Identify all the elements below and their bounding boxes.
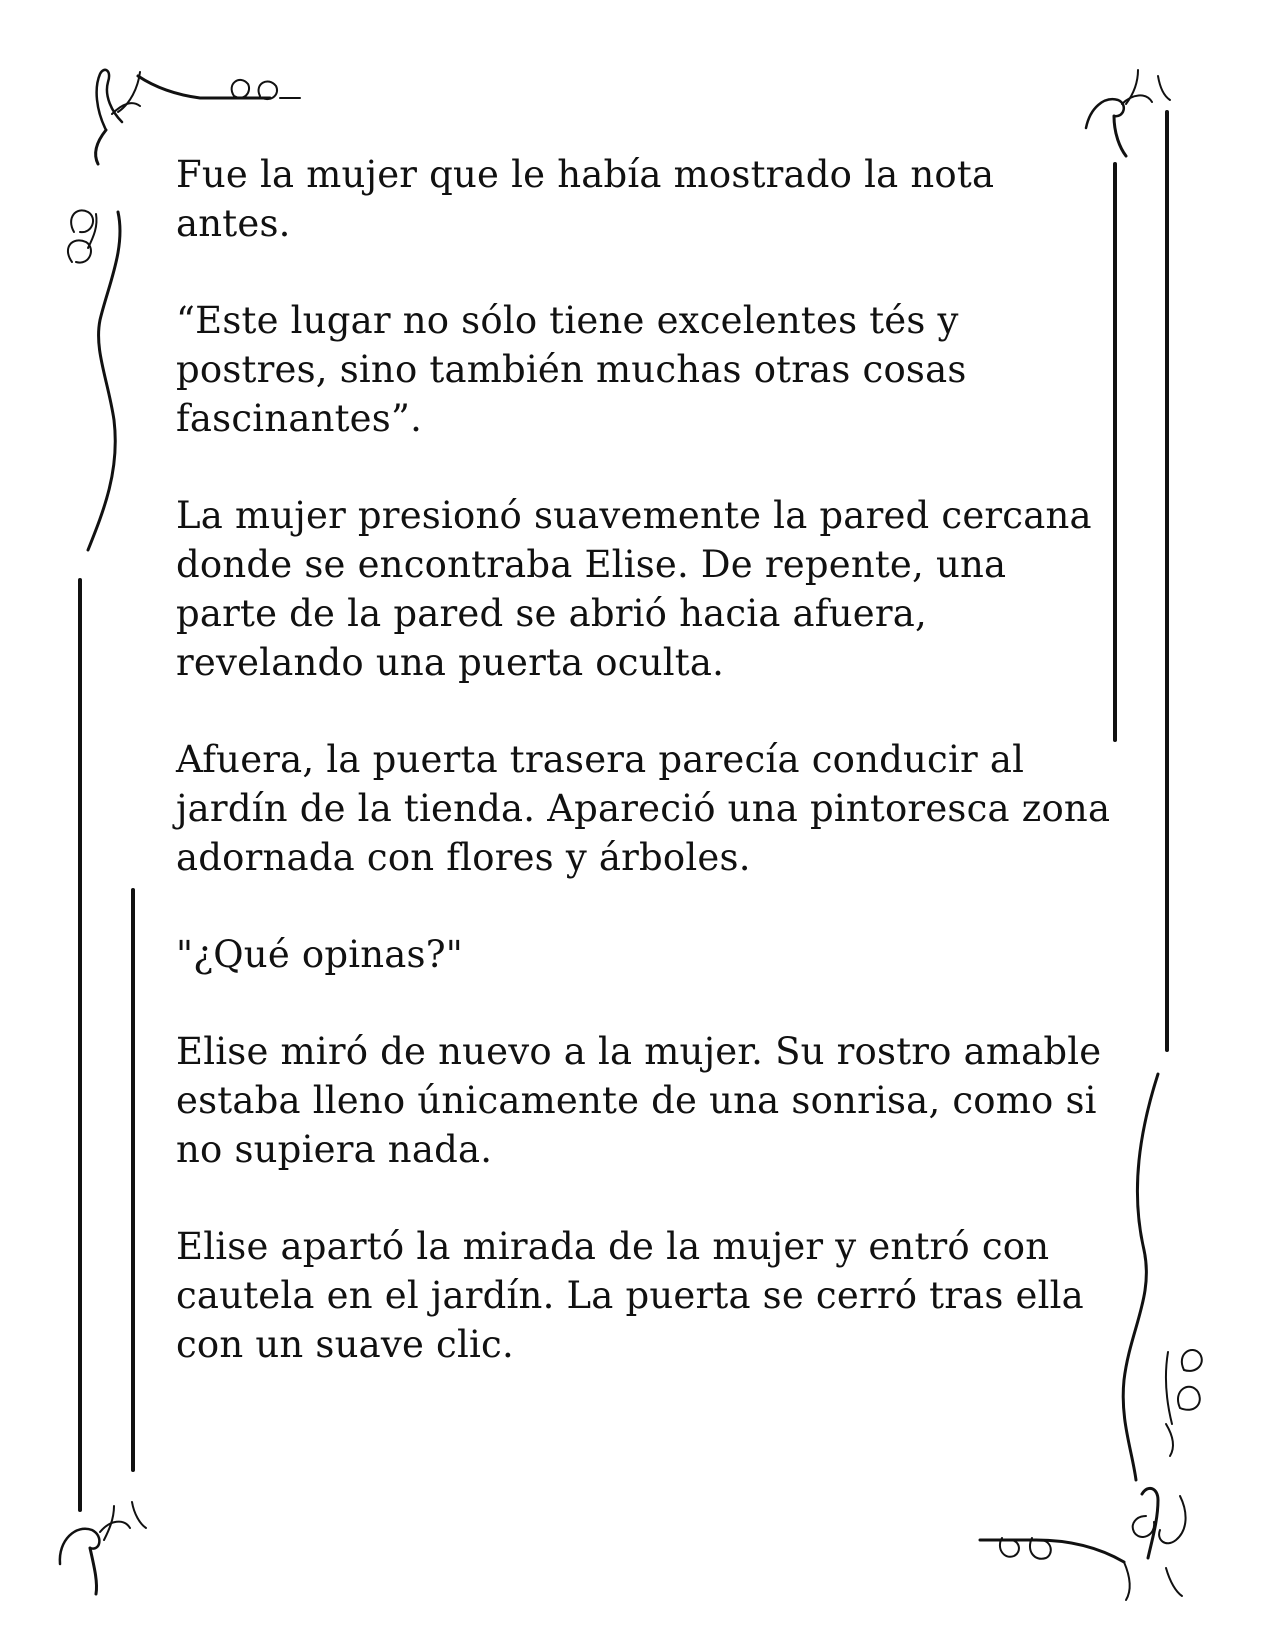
paragraph-7: Elise apartó la mirada de la mujer y entró con cautela en el jardín. La puerta se cerró tras ella con un suave clic. xyxy=(176,1225,1084,1366)
paragraph-5: "¿Qué opinas?" xyxy=(176,933,464,976)
paragraph-1: Fue la mujer que le había mostrado la nota antes. xyxy=(176,153,995,245)
paragraph-2: “Este lugar no sólo tiene excelentes tés y postres, sino también muchas otras cosas fascinantes”. xyxy=(176,299,967,440)
right-flourish-curve xyxy=(1123,1074,1158,1480)
paragraph-4: Afuera, la puerta trasera parecía conducir al jardín de la tienda. Apareció una pintoresca zona adornada con flores y árboles. xyxy=(176,738,1111,879)
paragraph-6: Elise miró de nuevo a la mujer. Su rostro amable estaba lleno únicamente de una sonrisa, como si no supiera nada. xyxy=(176,1030,1102,1171)
story-text xyxy=(176,150,1116,1369)
top-right-flourish-icon xyxy=(1086,70,1170,156)
right-loop-flourish-icon xyxy=(1166,1350,1202,1456)
paragraph-3: La mujer presionó suavemente la pared cercana donde se encontraba Elise. De repente, una parte de la pared se abrió hacia afuera, revelando una puerta oculta. xyxy=(176,494,1092,684)
bottom-right-flourish-icon xyxy=(980,1488,1186,1600)
bottom-left-flourish-icon xyxy=(60,1502,146,1594)
